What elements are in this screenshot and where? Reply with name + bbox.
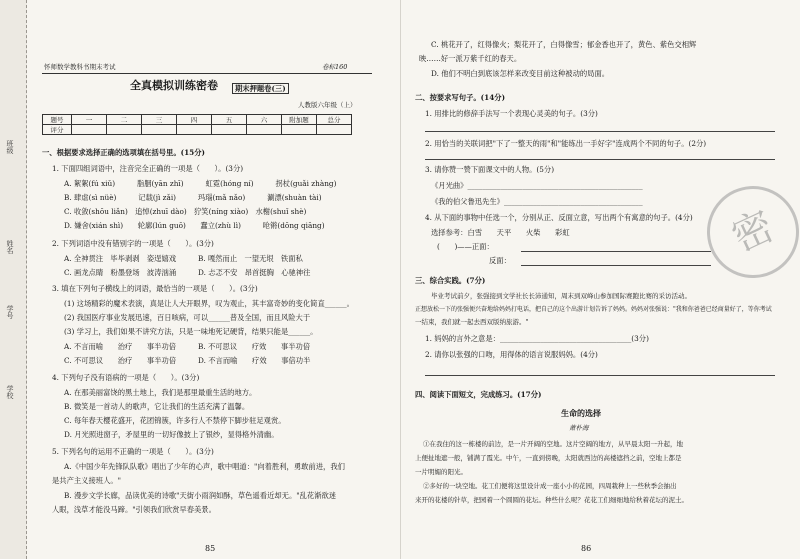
paper-title: 全真模拟训练密卷 [130, 79, 218, 92]
option-4a: A. 在那美丽富饶的黑土地上，我们是那里最重生活的地方。 [64, 388, 257, 397]
rewrite-3-luxun: 《我的伯父鲁迅先生》______________________________________ [431, 197, 643, 206]
answer-line [521, 265, 711, 266]
question-2: 2. 下列词语中没有错别字的一项是（ ）。(3分) [52, 239, 214, 248]
page-number-right: 86 [581, 544, 592, 553]
practice-text-1: 毕业考试前夕，张强接到文学社长长沛通知，周末到双峰山参加国际赛跑比赛的采访活动。 [431, 292, 691, 300]
option-1a: A. 絮絮(fú xiǔ) 脂胭(yān zhī) 虹霓(hóng ní) 拐杖(guǎi zhàng) [64, 179, 337, 188]
option-5b-cont: 人眼，浅草才能没马蹄。"引领我们欣赏早春美景。 [52, 505, 216, 514]
score-cell [177, 125, 212, 135]
score-cell [142, 125, 177, 135]
option-1b: B. 肆虐(sì nüè) 记载(jì zǎi) 玛瑙(mǎ nǎo) 涮漂(shuàn tài) [64, 193, 322, 202]
answer-line [521, 251, 711, 252]
practice-q2: 2. 请你以张强的口吻，用得体的语言说服妈妈。(4分) [425, 350, 598, 359]
score-header: 三 [142, 115, 177, 125]
class-label: 班级 [6, 140, 14, 154]
question-3: 3. 填在下列句子横线上的词语，最恰当的一项是（ ）。(3分) [52, 284, 258, 293]
section-1-heading: 一、根据要求选择正确的选项填在括号里。(15分) [42, 148, 205, 157]
score-cell [72, 125, 107, 135]
grade-label: 人教版六年级（上） [298, 101, 357, 109]
score-header: 一 [72, 115, 107, 125]
score-header: 总分 [317, 115, 352, 125]
rewrite-4-negative: 反面： [489, 256, 511, 265]
answer-line [425, 131, 775, 132]
answer-line [425, 375, 775, 376]
score-header: 六 [247, 115, 282, 125]
question-1: 1. 下面四组词语中，注音完全正确的一项是（ ）。(3分) [52, 164, 244, 173]
essay-title: 生命的选择 [561, 408, 601, 418]
question-4: 4. 下列句子没有语病的一项是（ ）。(3分) [52, 373, 200, 382]
options-3cd: C. 不可思议 治疗 事半功倍 D. 不言而喻 疗效 事倍功半 [64, 356, 311, 365]
page-number-left: 85 [205, 544, 216, 553]
option-5a-cont: 是共产主义接班人。" [52, 476, 122, 485]
rewrite-3-yueguangqu: 《月光曲》________________________________________________ [431, 181, 643, 190]
binding-margin [0, 0, 27, 559]
score-cell [212, 125, 247, 135]
options-2cd: C. 画龙点睛 粉墨登场 波涛汹涌 D. 忐忑不安 昂首挺胸 心驰神往 [64, 268, 311, 277]
sentence-3-2: (2) 我国医疗事业发展迅速，百日咳病，可以______普及全国，而且风险大于 [64, 313, 311, 322]
options-3ab: A. 不言而喻 治疗 事半功倍 B. 不可思议 疗效 事半功倍 [64, 342, 311, 351]
option-4c: C. 每年春天樱花盛开，花团锦簇，许多行人不禁停下脚步驻足观赏。 [64, 416, 286, 425]
option-5b: B. 漫步文学长廊，品读优美的诗歌"天街小雨润如酥，草色遥看近却无。"乱花渐欲迷 [64, 491, 337, 500]
confidential-stamp: 密 [692, 171, 800, 293]
score-cell [107, 125, 142, 135]
essay-line: ②多好的一块空地。花工们便将这里设计成一座小小的花园，四周栽种上一些秋季会抽出 [423, 482, 677, 490]
sentence-3-1: (1) 这场精彩的魔术表演，真是让人大开眼界，叹为观止，其丰富奇妙的变化简直______。 [64, 299, 354, 308]
essay-line: 一片明媚的阳光。 [415, 468, 467, 476]
essay-line: ①在我住的这一栋楼的前边，是一片开阔的空地。这片空阔的地方，从早晨太阳一升起，地 [423, 440, 683, 448]
rewrite-4-positive: ( )——正面： [437, 242, 494, 251]
question-5: 5. 下列名句的运用不正确的一项是（ ）。(3分) [52, 447, 214, 456]
score-header: 四 [177, 115, 212, 125]
series-code: 卷标160 [322, 63, 348, 71]
rewrite-1: 1. 用排比的修辞手法写一个表现心灵美的句子。(3分) [425, 109, 598, 118]
option-5c: C. 桃花开了，红得像火；梨花开了，白得像雪；郁金香也开了，黄色、紫色交相辉 [431, 40, 697, 49]
practice-text-3: 一结束，我们就一起去西双版纳旅游。" [415, 318, 529, 326]
option-4d: D. 月光照进窗子，矛屋里的一切好像披上了银纱，显得格外清幽。 [64, 430, 279, 439]
section-3-heading: 三、综合实践。(7分) [415, 276, 486, 285]
rewrite-4: 4. 从下面的事物中任选一个，分别从正、反面立意，写出两个有寓意的句子。(4分) [425, 213, 693, 222]
score-header: 五 [212, 115, 247, 125]
score-cell [282, 125, 317, 135]
option-5d: D. 他们不明白到底该怎样来改变目前这种被动的局面。 [431, 69, 610, 78]
right-page [400, 0, 800, 559]
score-row-label: 评分 [43, 125, 72, 135]
score-cell [317, 125, 352, 135]
rewrite-3: 3. 请你赞一赞下面课文中的人物。(5分) [425, 165, 555, 174]
score-header: 二 [107, 115, 142, 125]
school-label: 学校 [6, 385, 14, 399]
practice-text-2: 正想放松一下的张强便兴奋地给妈妈打电话，把自己的这个出游计划告诉了妈妈。妈妈对张强说："我和你爸爸已经商量好了，等你考试 [415, 306, 772, 313]
score-header: 题号 [43, 115, 72, 125]
option-5a: A.《中国少年先锋队队歌》唱出了少年的心声，歌中唱道："向着胜利，勇敢前进，我们 [64, 462, 345, 471]
score-cell [247, 125, 282, 135]
option-4b: B. 微笑是一首动人的歌声，它让我们的生活充满了温馨。 [64, 402, 250, 411]
score-table [42, 114, 352, 135]
score-header: 附加题 [282, 115, 317, 125]
name-label: 姓名 [6, 240, 14, 254]
options-2ab: A. 全神贯注 毕毕剥剥 姿逞嬉戏 B. 嘎然而止 一望无垠 铁面私 [64, 254, 303, 263]
option-5c-cont: 映……好一派万紫千红的春天。 [419, 54, 522, 63]
section-2-heading: 二、按要求写句子。(14分) [415, 93, 506, 102]
essay-line: 上便扯地遮一般，铺满了霞光。中午，一直到傍晚，太阳就西边的高楼遮挡之前，空地上都是 [415, 454, 682, 462]
header-rule [42, 73, 372, 74]
sentence-3-3: (3) 学习上，我们如果不讲究方法，只是一味地死记硬背，结果只能是______。 [64, 327, 318, 336]
series-name: 怀师数学教科书期末考试 [44, 63, 116, 71]
essay-author: 萧朴海 [569, 424, 589, 432]
rewrite-4-options: 选择参考：白雪 天平 火柴 彩虹 [431, 228, 570, 237]
option-1d: D. 嫌舍(xián shì) 轮廓(lún guō) 蠢立(zhù lì) 呛锵(dōng qiāng) [64, 221, 325, 230]
rewrite-2: 2. 用恰当的关联词把"下了一整天的雨"和"能练出一手好字"连成两个不同的句子。(2分) [425, 139, 707, 148]
number-label: 学号 [6, 305, 14, 319]
option-1c: C. 收敛(shōu liǎn) 追悼(zhuī dào) 狞笑(níng xiào) 水榭(shuǐ shè) [64, 207, 307, 216]
essay-line: 来开的花楼的针草，把园着一个圆圆的花坛。种些什么呢？花花工们细细地给秋着花坛的泥土。 [415, 496, 688, 504]
paper-title-tag: 期末押题卷(三) [232, 83, 289, 94]
answer-line [425, 159, 775, 160]
practice-q1: 1. 妈妈的言外之意是：____________________________________(3分) [425, 334, 649, 343]
section-4-heading: 四、阅读下面短文，完成练习。(17分) [415, 390, 542, 399]
